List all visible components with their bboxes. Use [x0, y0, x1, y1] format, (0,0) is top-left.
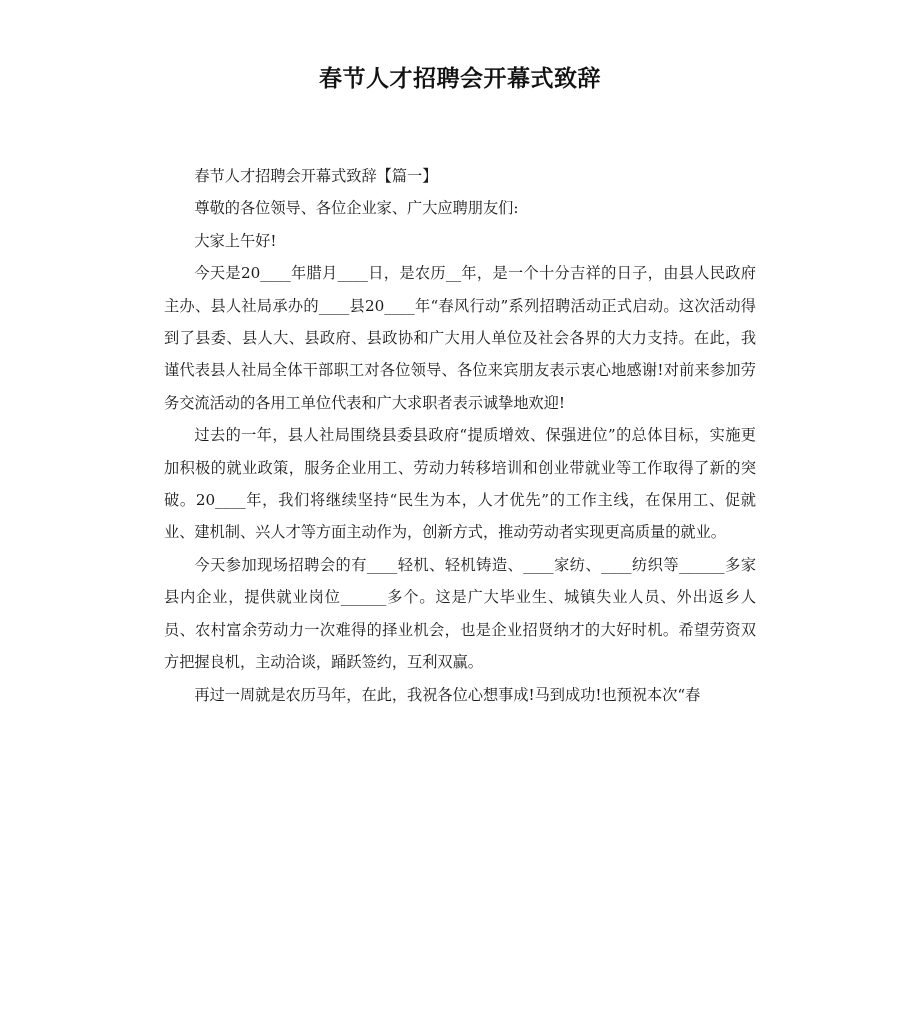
paragraph: 过去的一年，县人社局围绕县委县政府“提质增效、保强进位”的总体目标，实施更加积极的就业政策，服务企业用工、劳动力转移培训和创业带就业等工作取得了新的突破。20____年，我们将继续坚持“民生为本，人才优先”的工作主线，在保用工、促就业、建机制、兴人才等方面主动作为，创新方式，推动劳动者实现更高质量的就业。: [164, 426, 756, 542]
document-title: 春节人才招聘会开幕式致辞: [319, 66, 601, 92]
paragraph: 今天是20____年腊月____日，是农历__年，是一个十分吉祥的日子，由县人民政府主办、县人社局承办的____县20____年“春风行动”系列招聘活动正式启动。这次活动得到了县委、县人大、县政府、县政协和广大用人单位及社会各界的大力支持。在此，我谨代表县人社局全体干部职工对各位领导、各位来宾朋友表示衷心地感谢!对前来参加劳务交流活动的各用工单位代表和广大求职者表示诚挚地欢迎!: [164, 264, 756, 412]
paragraph-heading: 春节人才招聘会开幕式致辞【篇一】: [194, 167, 438, 185]
paragraph: 再过一周就是农历马年，在此，我祝各位心想事成!马到成功!也预祝本次“春: [194, 685, 701, 704]
document-body: [164, 160, 756, 711]
paragraph-salutation: 尊敬的各位领导、各位企业家、广大应聘朋友们:: [194, 199, 519, 218]
paragraph-greeting: 大家上午好!: [194, 231, 277, 250]
paragraph: 今天参加现场招聘会的有____轻机、轻机铸造、____家纺、____纺织等______多家县内企业，提供就业岗位______多个。这是广大毕业生、城镇失业人员、外出返乡人员、农村富余劳动力一次难得的择业机会，也是企业招贤纳才的大好时机。希望劳资双方把握良机，主动洽谈，踊跃签约，互利双赢。: [164, 555, 756, 672]
